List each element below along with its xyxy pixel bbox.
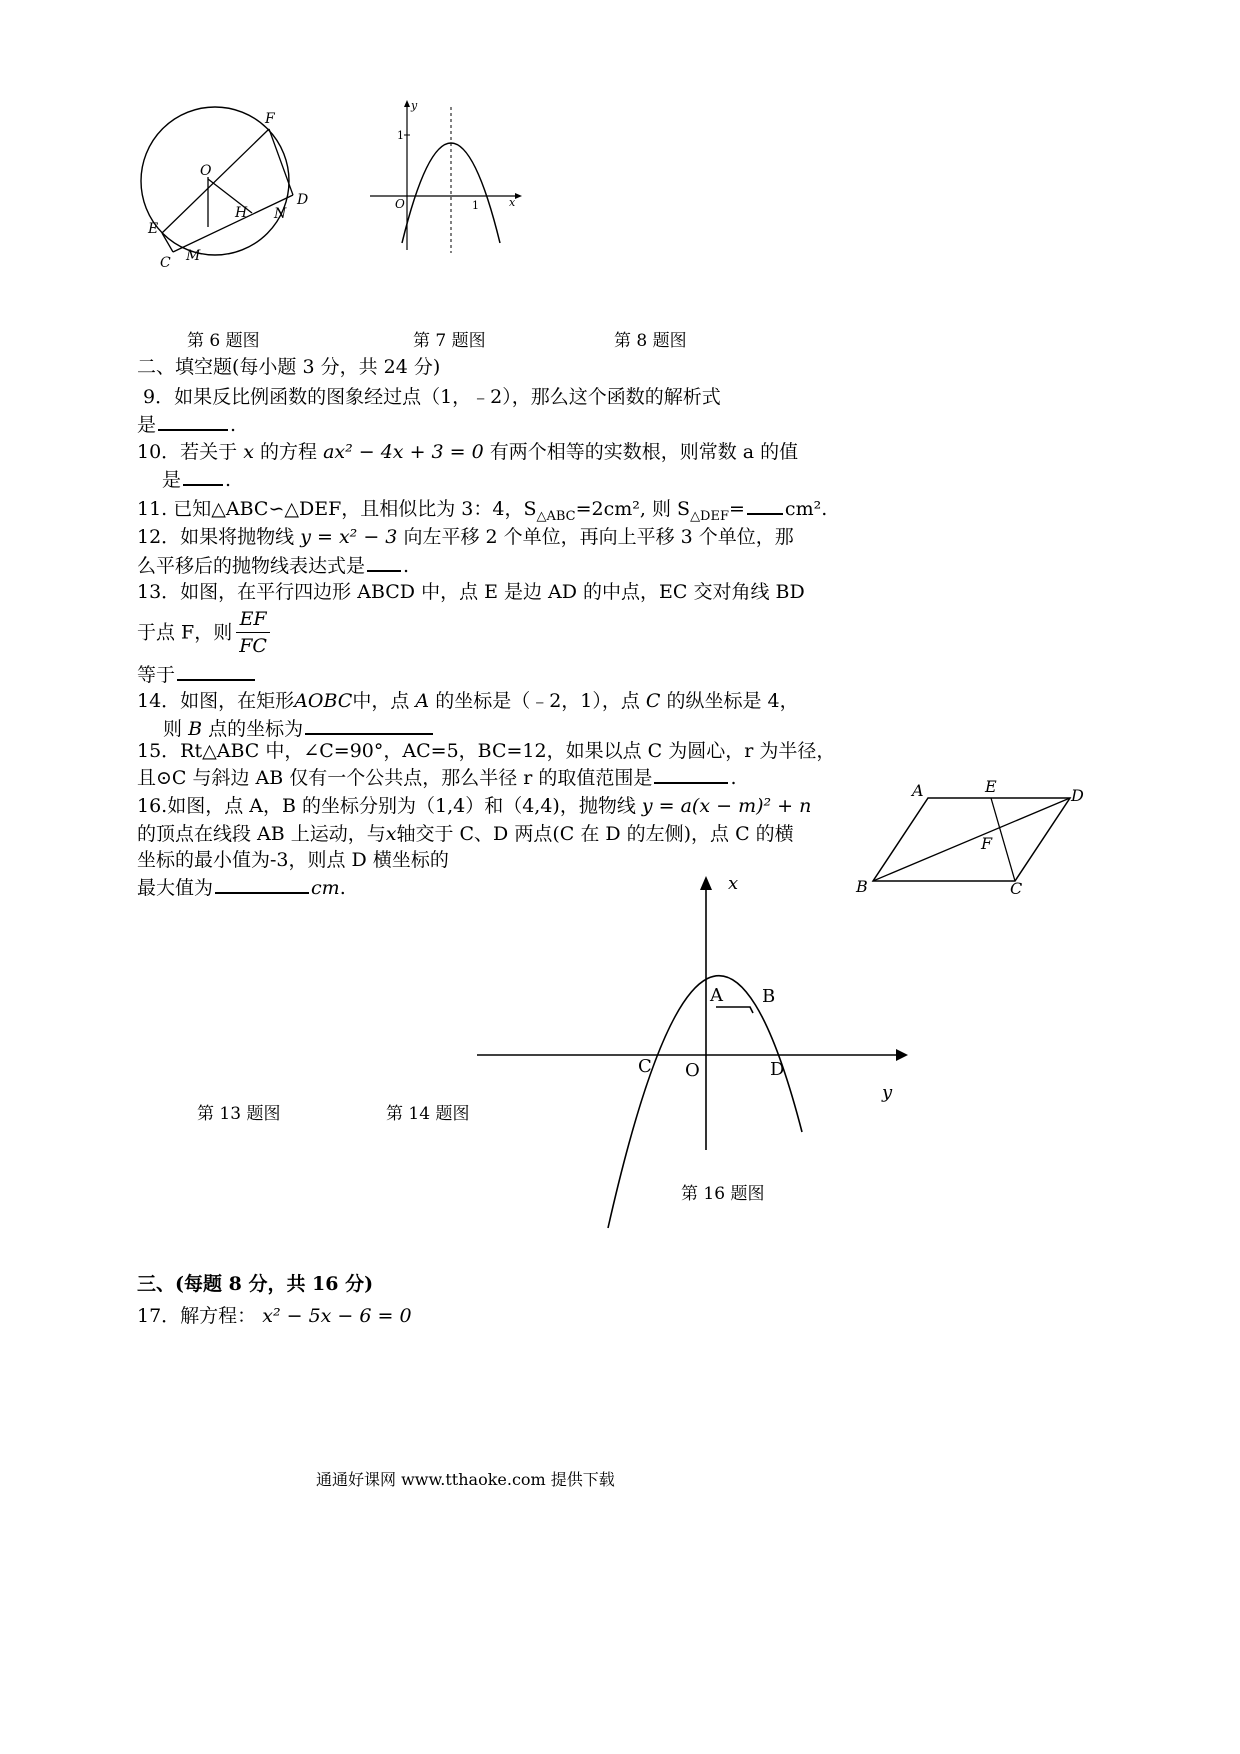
- fig7-label-x: x: [509, 196, 516, 209]
- section3-title: 三、(每题 8 分，共 16 分): [137, 1273, 374, 1295]
- q14-answer-blank[interactable]: [305, 715, 433, 735]
- fig13-label-B: B: [856, 877, 868, 896]
- fig13-label-E: E: [985, 777, 997, 796]
- figure-7: [365, 95, 530, 255]
- fig16-label-D: D: [770, 1059, 785, 1080]
- q15-line1: 15．Rt△ABC 中，∠C=90°，AC=5，BC=12，如果以点 C 为圆心，r 为半径，: [137, 740, 836, 762]
- fig16-label-O: O: [685, 1060, 700, 1081]
- caption-fig16: 第 16 题图: [681, 1184, 765, 1204]
- fig13-label-F: F: [981, 834, 993, 853]
- q10-line2: 是 .: [162, 466, 231, 493]
- q15-answer-blank[interactable]: [654, 764, 728, 784]
- q14-line1: 14．如图，在矩形AOBC中，点 A 的坐标是（﹣2，1），点 C 的纵坐标是 4，: [137, 690, 799, 712]
- q9-line2: 是 .: [137, 411, 236, 438]
- q9-answer-blank[interactable]: [158, 411, 228, 431]
- fig6-label-O: O: [200, 163, 212, 179]
- q12-line2: 么平移后的抛物线表达式是 .: [137, 552, 409, 579]
- q10-line1: 10．若关于 x 的方程 ax² − 4x + 3 = 0 有两个相等的实数根，则常数 a 的值: [137, 441, 799, 463]
- fig7-label-1x: 1: [472, 199, 479, 212]
- footer-text: 通通好课网 www.tthaoke.com 提供下载: [316, 1470, 615, 1489]
- q16-equation: y = a(x − m)² + n: [641, 795, 812, 817]
- q10-answer-blank[interactable]: [183, 466, 223, 486]
- fig16-label-B: B: [762, 986, 776, 1007]
- fig16-label-y: y: [882, 1082, 893, 1103]
- fig6-label-N: N: [274, 206, 287, 222]
- q11-answer-blank[interactable]: [747, 495, 783, 515]
- caption-fig7: 第 7 题图: [413, 331, 486, 351]
- fig13-label-A: A: [912, 781, 924, 800]
- q10-equation: ax² − 4x + 3 = 0: [323, 441, 484, 463]
- q16-line3: 坐标的最小值为-3，则点 D 横坐标的: [137, 849, 449, 871]
- q16-line1: 16.如图，点 A，B 的坐标分别为（1,4）和（4,4)，抛物线 y = a(x − m)² + n: [137, 795, 812, 817]
- q13-line1: 13．如图，在平行四边形 ABCD 中，点 E 是边 AD 的中点，EC 交对角线 BD: [137, 581, 805, 603]
- q15-line2: 且⊙C 与斜边 AB 仅有一个公共点，那么半径 r 的取值范围是 .: [137, 764, 736, 791]
- q12-answer-blank[interactable]: [367, 552, 401, 572]
- caption-fig14: 第 14 题图: [386, 1104, 470, 1124]
- q9-line1: 9．如果反比例函数的图象经过点（1，﹣2），那么这个函数的解析式: [143, 386, 721, 408]
- caption-fig8: 第 8 题图: [614, 331, 687, 351]
- fig16-label-C: C: [638, 1056, 652, 1077]
- q14-line2: 则 B 点的坐标为: [163, 715, 435, 742]
- fig7-label-y: y: [411, 99, 418, 112]
- q16-line4: 最大值为 cm.: [137, 874, 346, 901]
- q12-line1: 12．如果将抛物线 y = x² − 3 向左平移 2 个单位，再向上平移 3 个单位，那: [137, 526, 794, 548]
- fig6-label-E: E: [148, 221, 159, 237]
- q13-answer-blank[interactable]: [177, 661, 255, 681]
- caption-fig13: 第 13 题图: [197, 1104, 281, 1124]
- fig16-label-x: x: [728, 873, 739, 894]
- q12-equation: y = x² − 3: [300, 526, 398, 548]
- caption-fig6: 第 6 题图: [187, 331, 260, 351]
- fig6-label-F: F: [265, 111, 275, 127]
- q17-equation: x² − 5x − 6 = 0: [262, 1305, 412, 1327]
- section2-title: 二、填空题(每小题 3 分，共 24 分): [137, 356, 441, 378]
- q11-line: 11. 已知△ABC∽△DEF，且相似比为 3：4，$S_{\triangle ABC}=2cm^2$, 则 $S_{\triangle DEF}= cm^2$.: [137, 495, 827, 530]
- q16-answer-blank[interactable]: [215, 874, 309, 894]
- figure-6: [140, 95, 330, 280]
- fig6-label-C: C: [160, 255, 171, 271]
- fig7-label-1y: 1: [397, 129, 404, 142]
- q16-line2: 的顶点在线段 AB 上运动，与x轴交于 C、D 两点(C 在 D 的左侧)，点 C 的横: [137, 823, 794, 845]
- fig13-label-C: C: [1010, 879, 1023, 898]
- q17-line: 17．解方程： x² − 5x − 6 = 0: [137, 1305, 412, 1327]
- q13-line2: 于点 F，则 $\frac{EF}{FC}$: [137, 606, 274, 662]
- fig6-label-M: M: [186, 248, 201, 264]
- fig13-label-D: D: [1071, 786, 1084, 805]
- fig6-label-H: H: [235, 205, 248, 221]
- fig6-label-D: D: [297, 192, 309, 208]
- fig7-label-origin: O: [395, 197, 405, 211]
- fig16-label-A: A: [710, 985, 723, 1006]
- q13-fraction: $\frac{EF}{FC}$: [236, 606, 270, 659]
- q13-line3: 等于: [137, 661, 257, 688]
